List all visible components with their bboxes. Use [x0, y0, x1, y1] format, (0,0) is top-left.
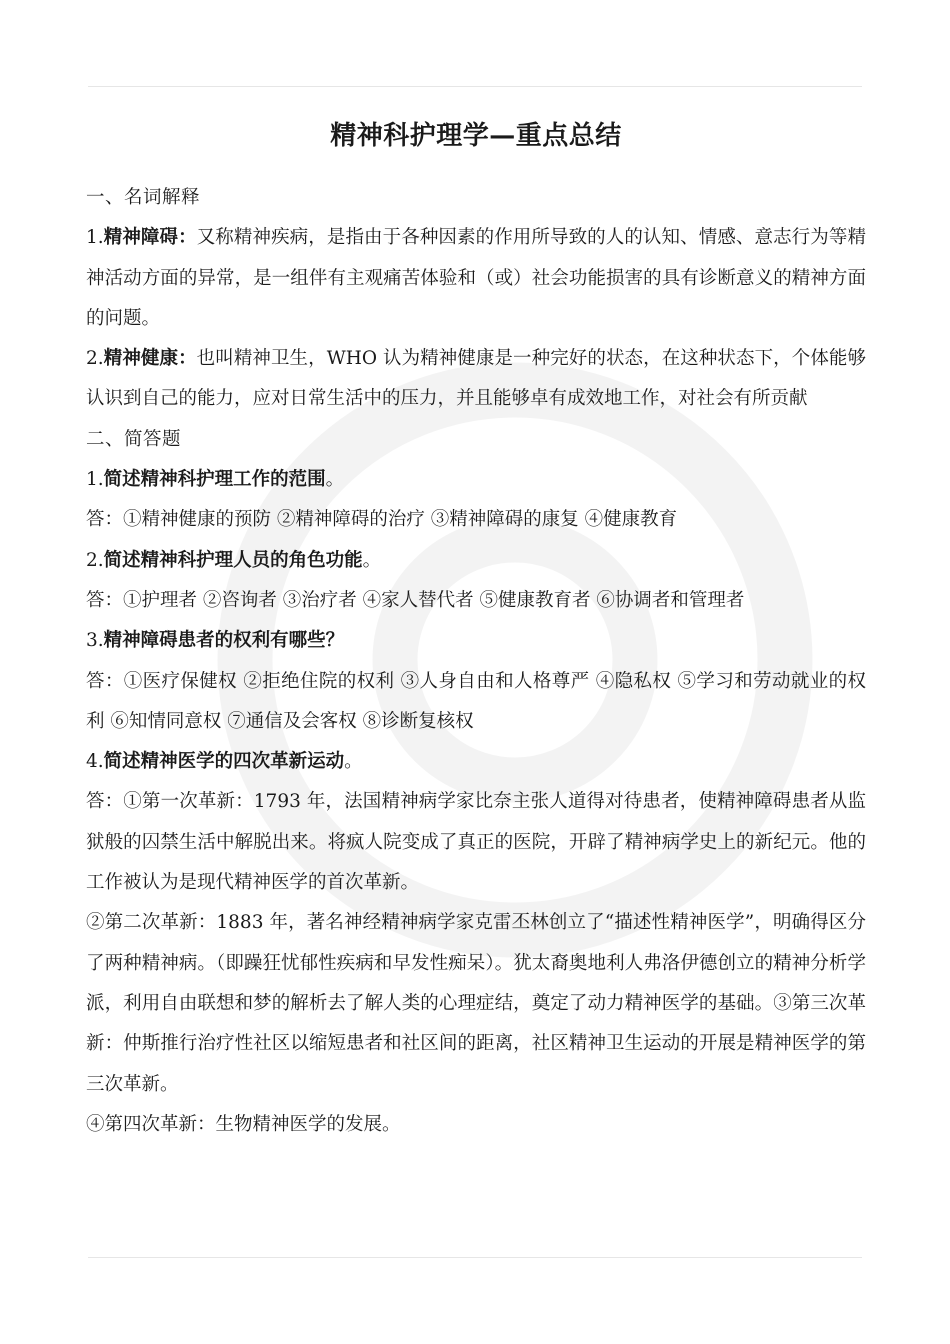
- question-text: 精神障碍患者的权利有哪些？: [103, 630, 345, 652]
- term-definition: 也叫精神卫生，WHO 认为精神健康是一种完好的状态，在这种状态下，个体能够认识到自己的能力，应对日常生活中的压力，并且能够卓有成效地工作，对社会有所贡献: [86, 348, 866, 410]
- question-number: 3.: [86, 630, 104, 652]
- question-text: 简述精神科护理人员的角色功能: [103, 549, 363, 571]
- question-text: 简述精神医学的四次革新运动: [103, 751, 345, 773]
- question-number: 4.: [86, 751, 104, 773]
- section-heading-definitions: 一、名词解释: [86, 187, 201, 208]
- term-name: 精神障碍: [103, 227, 179, 249]
- answer-paragraph-continued: ④第四次革新：生物精神医学的发展。: [86, 1113, 401, 1135]
- question-number: 1.: [86, 469, 104, 491]
- question-end: 。: [344, 751, 363, 773]
- question-text: 简述精神科护理工作的范围: [103, 469, 326, 491]
- term-number: 1.: [86, 227, 104, 249]
- page-title: 精神科护理学—重点总结: [330, 121, 622, 151]
- question-heading: [86, 460, 866, 500]
- answer-paragraph: 答：①护理者 ②咨询者 ③治疗者 ④家人替代者 ⑤健康教育者 ⑥协调者和管理者: [86, 589, 745, 611]
- answer-paragraph-continued: ②第二次革新：1883 年，著名神经精神病学家克雷丕林创立了“描述性精神医学”，明确得区分了两种精神病。（即躁狂忧郁性疾病和早发性痴呆）。犹太裔奥地利人弗洛伊德创立的精神分析学派，利用自由联想和梦的解析去了解人类的心理症结，奠定了动力精神医学的基础。③第三次革新：仲斯推行治疗性社区以缩短患者和社区间的距离，社区精神卫生运动的开展是精神医学的第三次革新。: [86, 912, 866, 1095]
- term-paragraph: [86, 339, 866, 420]
- term-separator: ：: [178, 227, 197, 249]
- term-separator: ：: [178, 348, 197, 370]
- answer-paragraph: 答：①第一次革新：1793 年，法国精神病学家比奈主张人道得对待患者，使精神障碍患者从监狱般的囚禁生活中解脱出来。将疯人院变成了真正的医院，开辟了精神病学史上的新纪元。他的工作被认为是现代精神医学的首次革新。: [86, 791, 866, 894]
- question-heading: [86, 742, 866, 782]
- question-heading: [86, 541, 866, 581]
- term-definition: 又称精神疾病，是指由于各种因素的作用所导致的人的认知、情感、意志行为等精神活动方面的异常，是一组伴有主观痛苦体验和（或）社会功能损害的具有诊断意义的精神方面的问题。: [86, 227, 866, 329]
- question-number: 2.: [86, 549, 104, 571]
- header-rule: [88, 86, 862, 87]
- section-heading-questions: 二、简答题: [86, 428, 182, 450]
- term-name: 精神健康: [103, 348, 179, 370]
- term-paragraph: [86, 218, 866, 339]
- answer-paragraph: 答：①精神健康的预防 ②精神障碍的治疗 ③精神障碍的康复 ④健康教育: [86, 509, 678, 531]
- question-heading: [86, 621, 866, 661]
- document-body: [86, 112, 866, 1145]
- answer-paragraph: 答：①医疗保健权 ②拒绝住院的权利 ③人身自由和人格尊严 ④隐私权 ⑤学习和劳动就业的权利 ⑥知情同意权 ⑦通信及会客权 ⑧诊断复核权: [86, 670, 866, 732]
- footer-rule: [88, 1257, 862, 1258]
- question-end: 。: [325, 469, 345, 491]
- question-end: 。: [362, 549, 382, 571]
- term-number: 2.: [86, 348, 104, 370]
